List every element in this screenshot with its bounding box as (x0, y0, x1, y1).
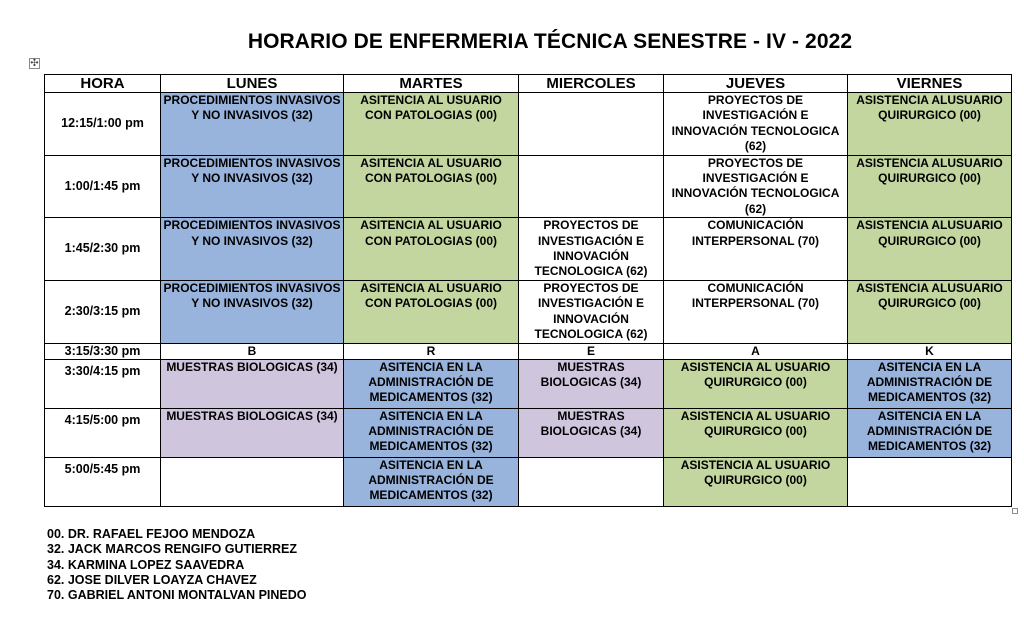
table-move-handle-icon[interactable]: ✣ (30, 58, 39, 69)
table-row (45, 280, 1012, 343)
class-cell: ASISTENCIA ALUSUARIO QUIRURGICO (00) (848, 155, 1012, 218)
class-cell: PROYECTOS DE INVESTIGACIÓN E INNOVACIÓN TECNOLOGICA (62) (519, 218, 664, 281)
class-cell: ASISTENCIA AL USUARIO QUIRURGICO (00) (664, 457, 848, 506)
break-letter-cell: B (161, 343, 344, 359)
break-letter-cell: K (848, 343, 1012, 359)
class-cell: PROYECTOS DE INVESTIGACIÓN E INNOVACIÓN TECNOLOGICA (62) (519, 280, 664, 343)
class-cell (848, 457, 1012, 506)
break-letter-cell: E (519, 343, 664, 359)
class-cell: ASISTENCIA ALUSUARIO QUIRURGICO (00) (848, 280, 1012, 343)
class-cell: COMUNICACIÓN INTERPERSONAL (70) (664, 280, 848, 343)
class-cell: ASITENCIA EN LA ADMINISTRACIÓN DE MEDICAMENTOS (32) (344, 408, 519, 457)
class-cell: ASITENCIA AL USUARIO CON PATOLOGIAS (00) (344, 218, 519, 281)
hour-cell: 5:00/5:45 pm (45, 457, 161, 506)
legend-item: 32. JACK MARCOS RENGIFO GUTIERREZ (47, 542, 298, 557)
break-letter-cell: R (344, 343, 519, 359)
class-cell: PROYECTOS DE INVESTIGACIÓN E INNOVACIÓN TECNOLOGICA (62) (664, 155, 848, 218)
class-cell: ASITENCIA EN LA ADMINISTRACIÓN DE MEDICAMENTOS (32) (848, 408, 1012, 457)
legend-item: 62. JOSE DILVER LOAYZA CHAVEZ (47, 572, 257, 587)
table-row (45, 359, 1012, 408)
table-row (45, 155, 1012, 218)
class-cell: ASISTENCIA ALUSUARIO QUIRURGICO (00) (848, 93, 1012, 156)
class-cell: ASITENCIA AL USUARIO CON PATOLOGIAS (00) (344, 93, 519, 156)
class-cell: PROCEDIMIENTOS INVASIVOS Y NO INVASIVOS (32) (161, 218, 344, 281)
hour-cell: 12:15/1:00 pm (45, 93, 161, 156)
class-cell: ASITENCIA EN LA ADMINISTRACIÓN DE MEDICAMENTOS (32) (344, 359, 519, 408)
legend-item: 70. GABRIEL ANTONI MONTALVAN PINEDO (47, 588, 307, 603)
legend-item: 34. KARMINA LOPEZ SAAVEDRA (47, 557, 245, 572)
header-jueves: JUEVES (664, 75, 848, 93)
break-row (45, 343, 1012, 359)
table-row (45, 218, 1012, 281)
page-title: HORARIO DE ENFERMERIA TÉCNICA SENESTRE - IV - 2022 (247, 30, 853, 53)
class-cell (519, 457, 664, 506)
class-cell: ASISTENCIA AL USUARIO QUIRURGICO (00) (664, 359, 848, 408)
header-row (45, 75, 1012, 93)
class-cell: MUESTRAS BIOLOGICAS (34) (519, 359, 664, 408)
hour-cell: 3:15/3:30 pm (45, 343, 161, 359)
header-hora: HORA (45, 75, 161, 93)
header-miercoles: MIERCOLES (519, 75, 664, 93)
class-cell: PROYECTOS DE INVESTIGACIÓN E INNOVACIÓN TECNOLOGICA (62) (664, 93, 848, 156)
class-cell: ASITENCIA EN LA ADMINISTRACIÓN DE MEDICAMENTOS (32) (344, 457, 519, 506)
header-lunes: LUNES (161, 75, 344, 93)
break-letter-cell: A (664, 343, 848, 359)
header-viernes: VIERNES (848, 75, 1012, 93)
teacher-legend (47, 527, 307, 603)
class-cell: PROCEDIMIENTOS INVASIVOS Y NO INVASIVOS (32) (161, 155, 344, 218)
class-cell: ASISTENCIA AL USUARIO QUIRURGICO (00) (664, 408, 848, 457)
class-cell: MUESTRAS BIOLOGICAS (34) (161, 359, 344, 408)
hour-cell: 3:30/4:15 pm (45, 359, 161, 408)
hour-cell: 2:30/3:15 pm (45, 280, 161, 343)
legend-item: 00. DR. RAFAEL FEJOO MENDOZA (47, 527, 256, 541)
class-cell: PROCEDIMIENTOS INVASIVOS Y NO INVASIVOS (32) (161, 93, 344, 156)
table-row (45, 93, 1012, 156)
class-cell: PROCEDIMIENTOS INVASIVOS Y NO INVASIVOS (32) (161, 280, 344, 343)
class-cell (161, 457, 344, 506)
table-resize-handle-icon[interactable] (1012, 508, 1018, 514)
class-cell: ASISTENCIA ALUSUARIO QUIRURGICO (00) (848, 218, 1012, 281)
table-row (45, 408, 1012, 457)
class-cell: MUESTRAS BIOLOGICAS (34) (161, 408, 344, 457)
table-row (45, 457, 1012, 506)
class-cell: ASITENCIA AL USUARIO CON PATOLOGIAS (00) (344, 280, 519, 343)
hour-cell: 4:15/5:00 pm (45, 408, 161, 457)
class-cell (519, 93, 664, 156)
class-cell: MUESTRAS BIOLOGICAS (34) (519, 408, 664, 457)
class-cell: COMUNICACIÓN INTERPERSONAL (70) (664, 218, 848, 281)
hour-cell: 1:45/2:30 pm (45, 218, 161, 281)
class-cell: ASITENCIA AL USUARIO CON PATOLOGIAS (00) (344, 155, 519, 218)
header-martes: MARTES (344, 75, 519, 93)
schedule-table (44, 74, 1012, 507)
class-cell (519, 155, 664, 218)
hour-cell: 1:00/1:45 pm (45, 155, 161, 218)
class-cell: ASITENCIA EN LA ADMINISTRACIÓN DE MEDICAMENTOS (32) (848, 359, 1012, 408)
